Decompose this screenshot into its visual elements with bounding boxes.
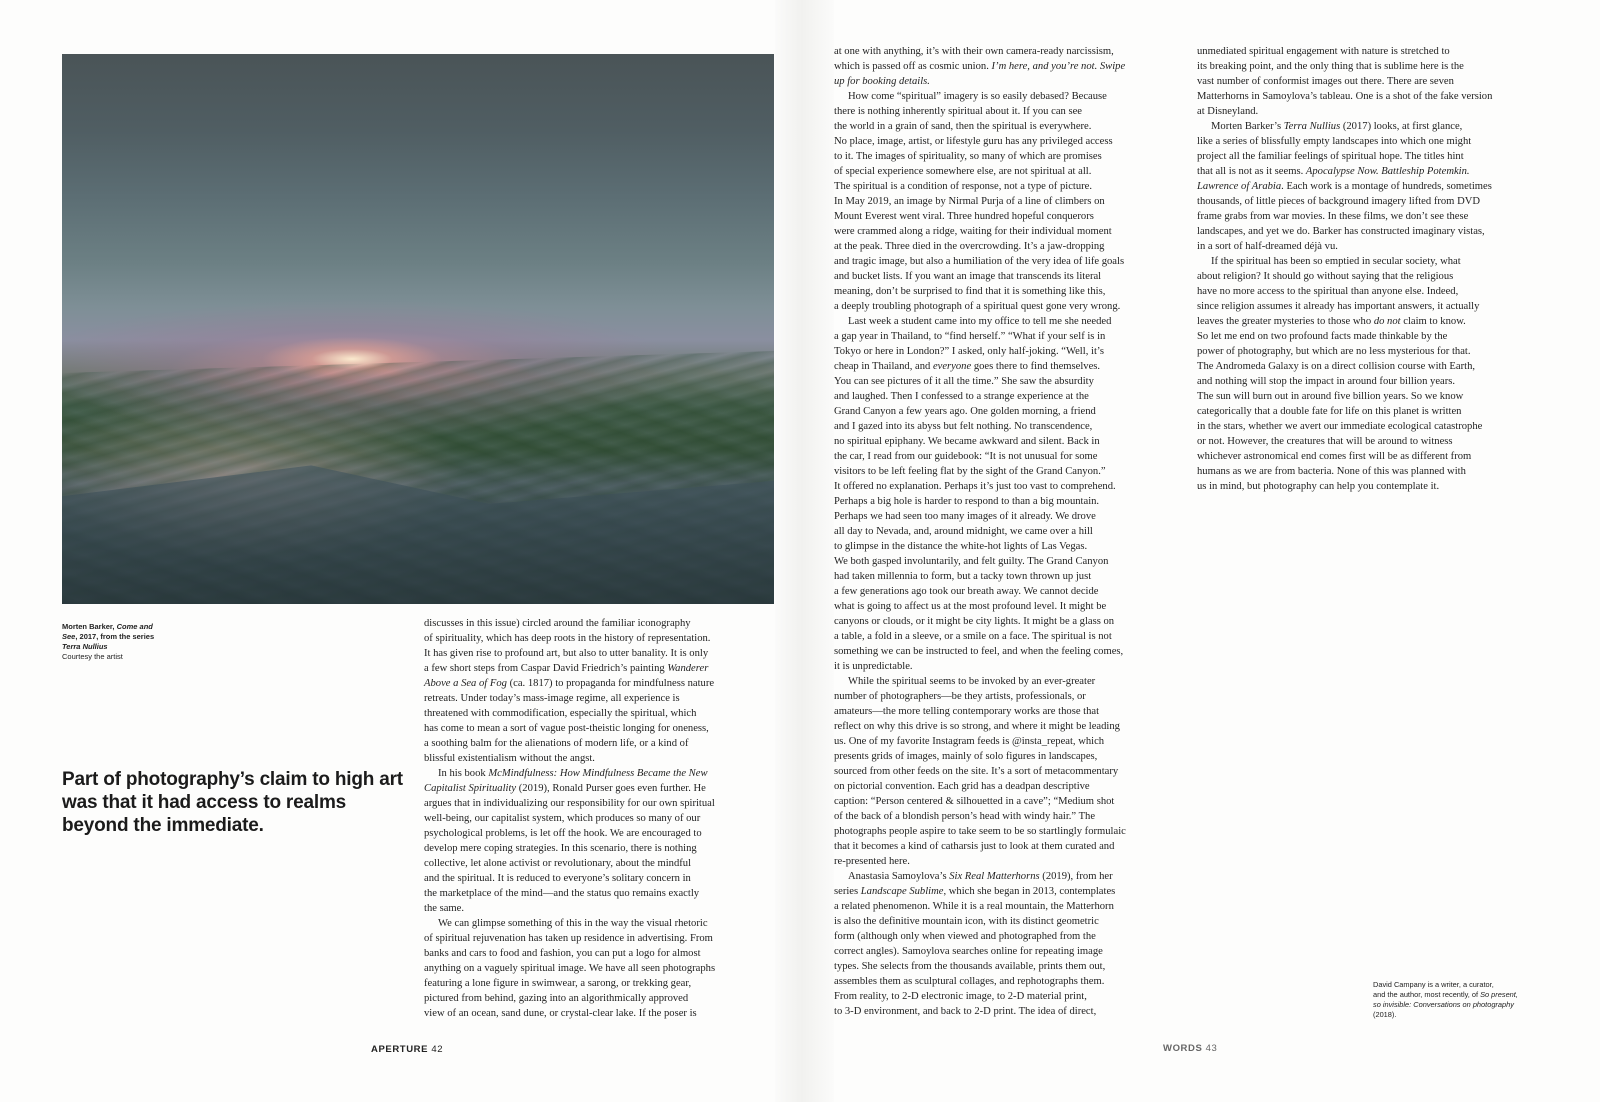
text-line: form (although only when viewed and photographed from the xyxy=(834,931,1096,942)
text-line: had taken millennia to form, but a tacky town thrown up just xyxy=(834,571,1092,582)
text-line: visitors to be left feeling flat by the sight of the Grand Canyon.” xyxy=(834,466,1106,477)
text-line: photographs people aspire to take seem to be so startlingly formulaic xyxy=(834,826,1126,837)
text-line: landscapes, and yet we do. Barker has constructed imaginary vistas, xyxy=(1197,226,1485,237)
text-line: Capitalist Spirituality (2019), Ronald Purser goes even further. He xyxy=(424,783,706,794)
text-line: How come “spiritual” imagery is so easily debased? Because xyxy=(848,91,1107,102)
text-line: The spiritual is a condition of response, not a type of picture. xyxy=(834,181,1093,192)
text-line: and the spiritual. It is reduced to everyone’s solitary concern in xyxy=(424,873,691,884)
text-line: Grand Canyon a few years ago. One golden morning, a friend xyxy=(834,406,1096,417)
folio-left xyxy=(371,1044,443,1055)
caption-artist: Morten Barker, xyxy=(62,622,115,631)
text-line: project all the familiar feelings of spiritual hope. The titles hint xyxy=(1197,151,1464,162)
author-bio xyxy=(1373,980,1563,1020)
text-line: pictured from behind, gazing into an algorithmically approved xyxy=(424,993,689,1004)
bio-line: (2018). xyxy=(1373,1010,1397,1019)
text-line: threatened with commodification, especially the spiritual, which xyxy=(424,708,697,719)
folio-magazine-name: APERTURE xyxy=(371,1044,429,1055)
text-line: view of an ocean, sand dune, or crystal-clear lake. If the poser is xyxy=(424,1008,697,1019)
caption-series: Terra Nullius xyxy=(62,642,108,651)
page-gutter xyxy=(775,0,834,1102)
text-line: canyons or clouds, or it might be city lights. It might be a glass on xyxy=(834,616,1115,627)
text-line: of spiritual rejuvenation has taken up residence in advertising. From xyxy=(424,933,713,944)
text-line: reflect on why this drive is so strong, and where it might be leading xyxy=(834,721,1120,732)
text-line: is also the definitive mountain icon, with its distinct geometric xyxy=(834,916,1099,927)
caption-courtesy: Courtesy the artist xyxy=(62,652,123,661)
text-line: retreats. Under today’s mass-image regime, all experience is xyxy=(424,693,680,704)
paragraph xyxy=(834,89,1190,314)
paragraph xyxy=(834,869,1190,1019)
text-line: in a sort of half-dreamed déjà vu. xyxy=(1197,241,1338,252)
text-line: In May 2019, an image by Nirmal Purja of a line of climbers on xyxy=(834,196,1105,207)
text-line: the world in a grain of sand, then the spiritual is everywhere. xyxy=(834,121,1092,132)
text-line: Perhaps we had seen too many images of it already. We drove xyxy=(834,511,1096,522)
paragraph xyxy=(1197,44,1553,119)
text-line: has come to mean a sort of vague post-theistic longing for oneness, xyxy=(424,723,709,734)
text-line: since religion assumes it already has important answers, it actually xyxy=(1197,301,1480,312)
text-line: of the back of a blondish person’s head with windy hair.” The xyxy=(834,811,1096,822)
text-line: a few short steps from Caspar David Friedrich’s painting Wanderer xyxy=(424,663,709,674)
text-line: blissful existentialism without the angst. xyxy=(424,753,595,764)
paragraph xyxy=(834,314,1190,674)
article-column-left xyxy=(424,616,774,1021)
paragraph xyxy=(1197,254,1553,494)
text-line: the car, I read from our guidebook: “It is not unusual for some xyxy=(834,451,1098,462)
text-line: there is nothing inherently spiritual about it. If you can see xyxy=(834,106,1083,117)
text-line: have no more access to the spiritual than anyone else. Indeed, xyxy=(1197,286,1459,297)
text-line: re-presented here. xyxy=(834,856,910,867)
text-line: From reality, to 2-D electronic image, to 2-D material print, xyxy=(834,991,1087,1002)
text-line: Mount Everest went viral. Three hundred hopeful conquerors xyxy=(834,211,1094,222)
text-line: us. One of my favorite Instagram feeds is @insta_repeat, which xyxy=(834,736,1105,747)
text-line: We can glimpse something of this in the way the visual rhetoric xyxy=(438,918,708,929)
text-line: and nothing will stop the impact in around four billion years. xyxy=(1197,376,1456,387)
text-line: all day to Nevada, and, around midnight, we came over a hill xyxy=(834,526,1093,537)
text-line: Above a Sea of Fog (ca. 1817) to propaganda for mindfulness nature xyxy=(424,678,715,689)
text-line: We both gasped involuntarily, and felt guilty. The Grand Canyon xyxy=(834,556,1109,567)
text-line: whichever astronomical end comes first will be as different from xyxy=(1197,451,1472,462)
text-line: psychological problems, is let off the hook. We are encouraged to xyxy=(424,828,702,839)
text-line: us in mind, but photography can help you contemplate it. xyxy=(1197,481,1440,492)
caption-title-2: See xyxy=(62,632,76,641)
bio-line: and the author, most recently, of So present, xyxy=(1373,990,1518,999)
text-line: cheap in Thailand, and everyone goes there to find themselves. xyxy=(834,361,1101,372)
text-line: While the spiritual seems to be invoked by an ever-greater xyxy=(848,676,1096,687)
paragraph xyxy=(834,44,1190,89)
text-line: at Disneyland. xyxy=(1197,106,1259,117)
text-line: Anastasia Samoylova’s Six Real Matterhorns (2019), from her xyxy=(848,871,1113,882)
bio-line: so invisible: Conversations on photography xyxy=(1373,1000,1514,1009)
text-line: No place, image, artist, or lifestyle guru has any privileged access xyxy=(834,136,1113,147)
text-line: power of photography, but which are no less mysterious for that. xyxy=(1197,346,1471,357)
text-line: at one with anything, it’s with their own camera-ready narcissism, xyxy=(834,46,1114,57)
text-line: featuring a lone figure in swimwear, a sarong, or trekking gear, xyxy=(424,978,692,989)
text-line: In his book McMindfulness: How Mindfulness Became the New xyxy=(438,768,708,779)
text-line: the same. xyxy=(424,903,465,914)
landscape-photograph xyxy=(62,54,774,604)
text-line: it is unpredictable. xyxy=(834,661,913,672)
text-line: It has given rise to profound art, but also to utter banality. It is only xyxy=(424,648,709,659)
text-line: banks and cars to food and fashion, you can put a logo for almost xyxy=(424,948,701,959)
paragraph xyxy=(424,766,774,916)
text-line: types. She selects from the thousands available, prints them out, xyxy=(834,961,1106,972)
text-line: that it becomes a kind of catharsis just to look at them curated and xyxy=(834,841,1115,852)
text-line: vast number of conformist images out there. There are seven xyxy=(1197,76,1454,87)
photo-caption xyxy=(62,622,192,662)
text-line: and bucket lists. If you want an image that transcends its literal xyxy=(834,271,1102,282)
pull-quote: Part of photography’s claim to high art was that it had access to realms beyond the immediate. xyxy=(62,769,403,836)
text-line: assembles them as sculptural collages, and rephotographs them. xyxy=(834,976,1105,987)
text-line: well-being, our capitalist system, which produces so many of our xyxy=(424,813,701,824)
article-column-middle xyxy=(834,44,1190,1019)
text-line: unmediated spiritual engagement with nature is stretched to xyxy=(1197,46,1450,57)
text-line: and laughed. Then I confessed to a strange experience at the xyxy=(834,391,1089,402)
paragraph xyxy=(424,616,774,766)
text-line: a related phenomenon. While it is a real mountain, the Matterhorn xyxy=(834,901,1114,912)
text-line: Last week a student came into my office to tell me she needed xyxy=(848,316,1112,327)
text-line: what is going to affect us at the most profound level. It might be xyxy=(834,601,1107,612)
text-line: about religion? It should go without saying that the religious xyxy=(1197,271,1454,282)
text-line: to glimpse in the distance the white-hot lights of Las Vegas. xyxy=(834,541,1088,552)
text-line: series Landscape Sublime, which she began in 2013, contemplates xyxy=(834,886,1116,897)
text-line: a gap year in Thailand, to “find herself.” “What if your self is in xyxy=(834,331,1106,342)
text-line: and I gazed into its abyss but felt nothing. No transcendence, xyxy=(834,421,1093,432)
text-line: and tragic image, but also a humiliation of the very idea of life goals xyxy=(834,256,1125,267)
text-line: of special experience somewhere else, are not spiritual at all. xyxy=(834,166,1092,177)
text-line: presents grids of images, mainly of solo figures in landscapes, xyxy=(834,751,1098,762)
folio-page-number: 42 xyxy=(431,1044,444,1055)
text-line: Matterhorns in Samoylova’s tableau. One is a shot of the fake version xyxy=(1197,91,1493,102)
text-line: If the spiritual has been so emptied in secular society, what xyxy=(1211,256,1461,267)
text-line: were crammed along a ridge, waiting for their individual moment xyxy=(834,226,1112,237)
paragraph xyxy=(834,674,1190,869)
text-line: up for booking details. xyxy=(834,76,930,87)
text-line: You can see pictures of it all the time.” She saw the absurdity xyxy=(834,376,1094,387)
text-line: its breaking point, and the only thing that is sublime here is the xyxy=(1197,61,1464,72)
text-line: So let me end on two profound facts made thinkable by the xyxy=(1197,331,1448,342)
text-line: of spirituality, which has deep roots in the history of representation. xyxy=(424,633,711,644)
text-line: at the peak. Three died in the overcrowding. It’s a jaw-dropping xyxy=(834,241,1105,252)
text-line: in the stars, whether we avert our immediate ecological catastrophe xyxy=(1197,421,1483,432)
text-line: argues that in individualizing our responsibility for our own spiritual xyxy=(424,798,715,809)
text-line: The sun will burn out in around five billion years. So we know xyxy=(1197,391,1464,402)
text-line: discusses in this issue) circled around the familiar iconography xyxy=(424,618,691,629)
folio-right xyxy=(1163,1043,1217,1054)
text-line: leaves the greater mysteries to those who do not claim to know. xyxy=(1197,316,1466,327)
text-line: something we can be instructed to feel, and when the feeling comes, xyxy=(834,646,1124,657)
text-line: on pictorial convention. Each grid has a deadpan descriptive xyxy=(834,781,1090,792)
text-line: the marketplace of the mind—and the status quo remains exactly xyxy=(424,888,700,899)
bio-line: David Campany is a writer, a curator, xyxy=(1373,980,1494,989)
article-column-right xyxy=(1197,44,1553,494)
paragraph xyxy=(1197,119,1553,254)
text-line: to 3-D environment, and back to 2-D print. The idea of direct, xyxy=(834,1006,1097,1017)
text-line: meaning, don’t be surprised to find that it is something like this, xyxy=(834,286,1106,297)
text-line: Morten Barker’s Terra Nullius (2017) looks, at first glance, xyxy=(1211,121,1463,132)
text-line: It offered no explanation. Perhaps it’s just too vast to comprehend. xyxy=(834,481,1116,492)
text-line: number of photographers—be they artists, professionals, or xyxy=(834,691,1086,702)
text-line: sourced from other feeds on the site. It’s a sort of metacommentary xyxy=(834,766,1119,777)
caption-year: , 2017, from the series xyxy=(75,632,155,641)
text-line: amateurs—the more telling contemporary works are those that xyxy=(834,706,1100,717)
text-line: develop mere coping strategies. In this scenario, there is nothing xyxy=(424,843,697,854)
text-line: humans as we are from bacteria. None of this was planned with xyxy=(1197,466,1466,477)
text-line: correct angles). Samoylova searches online for repeating image xyxy=(834,946,1103,957)
text-line: caption: “Person centered & silhouetted in a cave”; “Medium shot xyxy=(834,796,1115,807)
text-line: Perhaps a big hole is harder to respond to than a big mountain. xyxy=(834,496,1100,507)
text-line: categorically that a double fate for life on this planet is written xyxy=(1197,406,1462,417)
text-line: a soothing balm for the alienations of modern life, or a kind of xyxy=(424,738,689,749)
text-line: like a series of blissfully empty landscapes into which one might xyxy=(1197,136,1472,147)
text-line: collective, let alone activist or revolutionary, about the mindful xyxy=(424,858,692,869)
folio-section-name: WORDS xyxy=(1163,1043,1203,1054)
text-line: Tokyo or here in London?” I asked, only half-joking. “Well, it’s xyxy=(834,346,1104,357)
text-line: a table, a fold in a sleeve, or a smile on a face. The spiritual is not xyxy=(834,631,1112,642)
text-line: The Andromeda Galaxy is on a direct collision course with Earth, xyxy=(1197,361,1476,372)
text-line: that all is not as it seems. Apocalypse Now. Battleship Potemkin. xyxy=(1197,166,1470,177)
text-line: a deeply troubling photograph of a spiritual quest gone very wrong. xyxy=(834,301,1121,312)
text-line: anything on a vaguely spiritual image. We have all seen photographs xyxy=(424,963,716,974)
text-line: or not. However, the creatures that will be around to witness xyxy=(1197,436,1453,447)
text-line: which is passed off as cosmic union. I’m here, and you’re not. Swipe xyxy=(834,61,1126,72)
folio-page-number: 43 xyxy=(1205,1043,1218,1054)
text-line: thousands, of little pieces of background imagery lifted from DVD xyxy=(1197,196,1481,207)
caption-title: Come and xyxy=(116,622,153,631)
text-line: to it. The images of spirituality, so many of which are promises xyxy=(834,151,1102,162)
paragraph xyxy=(424,916,774,1021)
text-line: Lawrence of Arabia. Each work is a montage of hundreds, sometimes xyxy=(1197,181,1492,192)
text-line: no spiritual epiphany. We became awkward and silent. Back in xyxy=(834,436,1100,447)
text-line: a few generations ago took our breath away. We cannot decide xyxy=(834,586,1099,597)
text-line: frame grabs from war movies. In these films, we don’t see these xyxy=(1197,211,1469,222)
